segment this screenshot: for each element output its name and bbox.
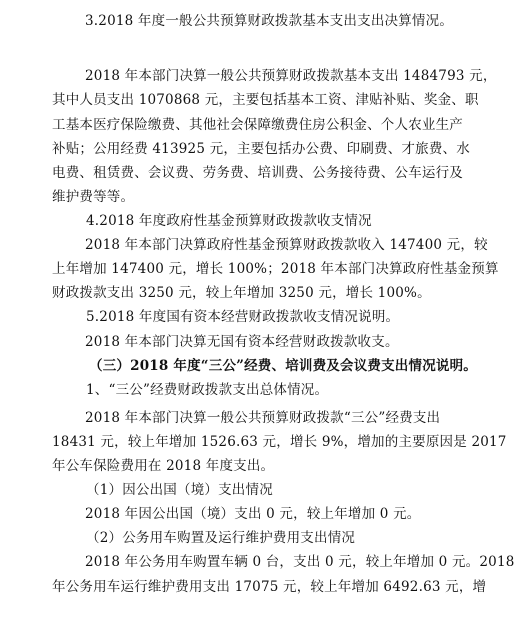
- paragraph-line: 财政拨款支出 3250 元，较上年增加 3250 元，增长 100%。: [52, 285, 431, 301]
- subheading-overseas-travel: （1）因公出国（境）支出情况: [86, 482, 273, 498]
- paragraph-line: 补贴；公用经费 413925 元，主要包括办公费、印刷费、才旅费、水: [52, 141, 470, 157]
- paragraph-line: 年公务用车运行维护费用支出 17075 元，较上年增加 6492.63 元，增: [52, 579, 487, 595]
- paragraph-line: 2018 年本部门决算无国有资本经营财政拨款收支。: [85, 334, 399, 350]
- heading-state-capital: 5.2018 年度国有资本经营财政拨款收支情况说明。: [86, 309, 400, 325]
- paragraph-line: 电费、租赁费、会议费、劳务费、培训费、公务接待费、公车运行及: [52, 165, 463, 181]
- paragraph-line: 2018 年本部门决算一般公共预算财政拨款“三公”经费支出: [85, 410, 441, 426]
- section-heading-three-public: （三）2018 年度“三公”经费、培训费及会议费支出情况说明。: [89, 358, 478, 374]
- paragraph-line: 年公车保险费用在 2018 年度支出。: [52, 458, 275, 474]
- paragraph-line: 其中人员支出 1070868 元，主要包括基本工资、津贴补贴、奖金、职: [52, 92, 479, 108]
- paragraph-line: 2018 年本部门决算一般公共预算财政拨款基本支出 1484793 元，: [85, 68, 497, 84]
- heading-government-fund: 4.2018 年度政府性基金预算财政拨款收支情况: [86, 213, 372, 229]
- subheading-three-public-total: 1、“三公”经费财政拨款支出总体情况。: [86, 382, 329, 398]
- heading-basic-expenditure: 3.2018 年度一般公共预算财政拨款基本支出支出决算情况。: [85, 13, 454, 29]
- paragraph-line: 18431 元，较上年增加 1526.63 元，增长 9%，增加的主要原因是 2017: [52, 434, 507, 450]
- paragraph-line: 工基本医疗保险缴费、其他社会保障缴费住房公积金、个人农业生产: [52, 117, 463, 133]
- paragraph-line: 2018 年公务用车购置车辆 0 台，支出 0 元，较上年增加 0 元。2018: [85, 554, 515, 570]
- paragraph-line: 上年增加 147400 元，增长 100%；2018 年本部门决算政府性基金预算: [52, 261, 499, 277]
- paragraph-line: 2018 年因公出国（境）支出 0 元，较上年增加 0 元。: [85, 506, 421, 522]
- subheading-official-vehicles: （2）公务用车购置及运行维护费用支出情况: [86, 530, 356, 546]
- paragraph-line: 2018 年本部门决算政府性基金预算财政拨款收入 147400 元，较: [85, 237, 488, 253]
- paragraph-line: 维护费等等。: [52, 189, 135, 205]
